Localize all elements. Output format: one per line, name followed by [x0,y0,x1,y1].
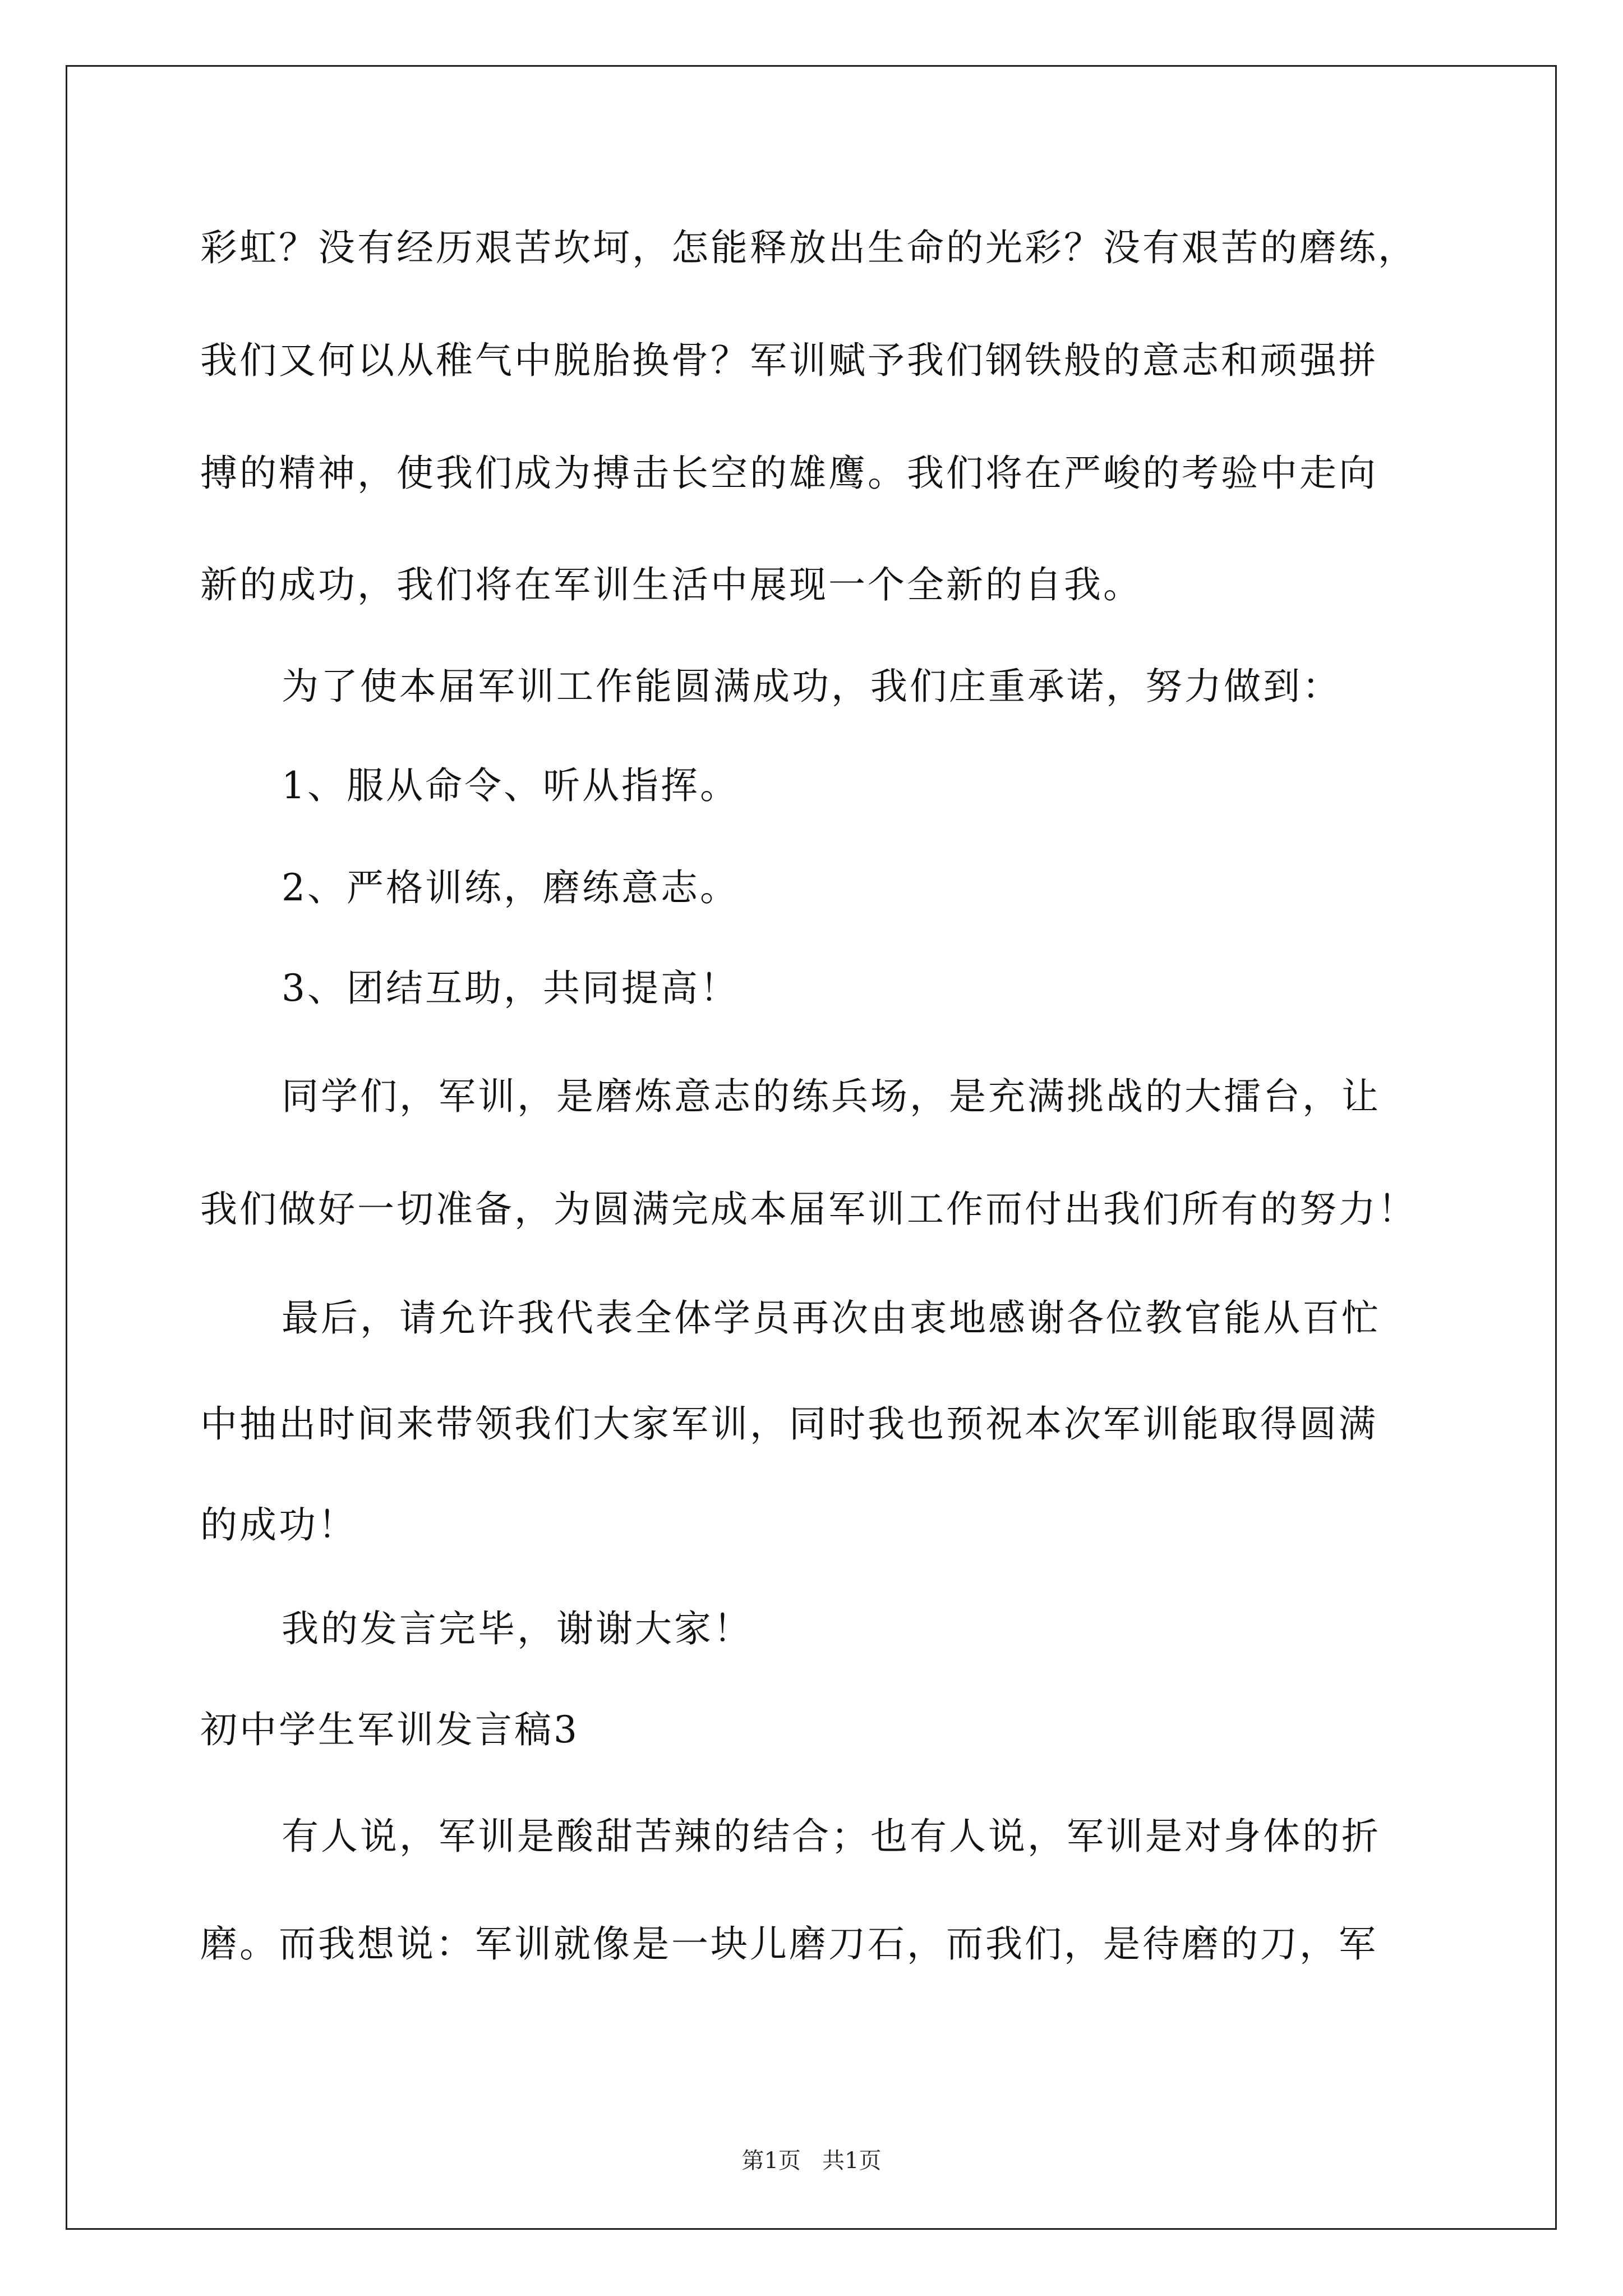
text-line-5: 为了使本届军训工作能圆满成功，我们庄重承诺，努力做到： [282,665,1341,708]
text-line-11: 最后，请允许我代表全体学员再次由衷地感谢各位教官能从百忙 [282,1296,1381,1340]
text-line-1: 彩虹？没有经历艰苦坎坷，怎能释放出生命的光彩？没有艰苦的磨练， [200,226,1417,269]
text-line-16: 有人说，军训是酸甜苦辣的结合；也有人说，军训是对身体的折 [282,1815,1381,1858]
list-item-3: 3、团结互助，共同提高！ [282,967,739,1010]
text-line-9: 同学们，军训，是磨炼意志的练兵场，是充满挑战的大擂台，让 [282,1075,1381,1118]
text-line-3: 搏的精神，使我们成为搏击长空的雄鹰。我们将在严峻的考验中走向 [200,452,1378,495]
text-line-12: 中抽出时间来带领我们大家军训，同时我也预祝本次军训能取得圆满 [200,1402,1378,1446]
text-line-13: 的成功！ [200,1503,357,1547]
text-line-4: 新的成功，我们将在军训生活中展现一个全新的自我。 [200,563,1142,606]
text-line-14: 我的发言完毕，谢谢大家！ [282,1607,753,1650]
text-line-10: 我们做好一切准备，为圆满完成本届军训工作而付出我们所有的努力！ [200,1188,1417,1231]
text-line-2: 我们又何以从稚气中脱胎换骨？军训赋予我们钢铁般的意志和顽强拼 [200,339,1378,382]
page-footer: 第1页 共1页 [741,2148,882,2174]
text-line-17: 磨。而我想说：军训就像是一块儿磨刀石，而我们，是待磨的刀，军 [200,1922,1378,1966]
section-heading: 初中学生军训发言稿3 [200,1708,579,1751]
list-item-1: 1、服从命令、听从指挥。 [282,764,739,807]
list-item-2: 2、严格训练，磨练意志。 [282,866,739,909]
page-border [66,65,1557,2230]
